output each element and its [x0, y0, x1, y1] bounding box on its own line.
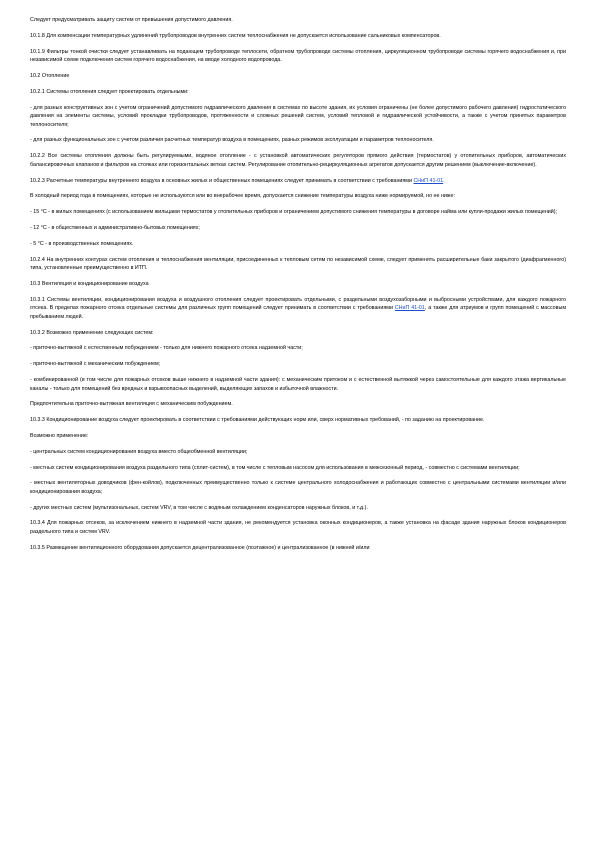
reference-link[interactable]: СНиП 41-01: [413, 177, 444, 184]
paragraph: В холодный период года в помещениях, которые не используются или во внерабочее время, допускается снижение температуры воздуха ниже нормируемой, но не ниже:: [30, 193, 455, 200]
paragraph: - центральных систем кондиционирования воздуха вместо общеобменной вентиляции;: [30, 448, 248, 455]
paragraph: - комбинированной (в том числе для пожарных отсеков выше нижнего в надземной части здания): с механическим притоком и с естественной вытяжкой через самостоятельные для каждого этажа вертикальные каналы - только для помещений без вредных и взрывоопасных выделений, выделяющих запахов и избыточной влажности.: [30, 377, 566, 392]
paragraph: - приточно-вытяжной с естественным побуждением - только для нижнего пожарного отсека надземной части;: [30, 345, 303, 352]
paragraph: 10.2.4 На внутренних контурах систем отопления и теплоснабжения вентиляции, присоединенных к тепловым сетям по независимой схеме, следует применять расширительные баки закрытого (диафрагменного) типа, установленные преимущественно в ИТП.: [30, 256, 566, 272]
paragraph: Предпочтительна приточно-вытяжная вентиляция с механическим побуждением.: [30, 401, 233, 408]
paragraph: [30, 177, 566, 186]
paragraph: - для разных функциональных зон с учетом различия расчетных температур воздуха в помещениях, разных режимов эксплуатации и параметров теплоносителя.: [30, 137, 434, 144]
paragraph: - местных вентиляторных доводчиков (фен-койлов), подключенных преимущественно только к системе центрального холодоснабжения и работающих совместно с центральными системами вентиляции и/или кондиционирования воздуха;: [30, 480, 566, 495]
paragraph: - 15 °С - в жилых помещениях (с использованием жильцами термостатов у отопительных приборов и ограничением допустимого снижения температуры в договоре найма или купли-продажи жилых помещений);: [30, 209, 558, 216]
paragraph: 10.3.4 Для пожарных отсеков, за исключением нижнего в надземной части здания, не рекомендуется установка оконных кондиционеров, а также установка на фасаде здания наружных блоков кондиционеров раздельного типа и систем VRV.: [30, 520, 566, 536]
paragraph: 10.1.9 Фильтры тонкой очистки следует устанавливать на подающем трубопроводе теплосети, обратном трубопроводе системы отопления, циркуляционном трубопроводе системы горячего водоснабжения и, при независимой схеме подключения систем горячего водоснабжения, на вводе холодного водопровода.: [30, 48, 566, 64]
paragraph: - 12 °С - в общественных и административно-бытовых помещениях;: [30, 224, 200, 231]
paragraph-text: 10.3.1 Системы вентиляции, кондиционирования воздуха и воздушного отопления следует проектировать отдельными, с раздельными воздухозаборными и выбросными устройствами, для каждого пожарного отсека. В пределах пожарного отсека отдельные системы для различных групп помещений следует принимать в соответствии с требованиями: [30, 296, 566, 312]
paragraph: 10.2.2 Все системы отопления должны быть регулируемыми, водяное отопление - с установкой автоматических регуляторов прямого действия (термостатов) у отопительных приборов, автоматических балансировочных клапанов и фильтров на стояках или горизонтальных ветках систем. Регулирование отопительно-рециркуляционных агрегатов допускается другим решением (выключение-включение).: [30, 153, 566, 168]
paragraph-text: , а также для атриумов и групп помещений с массовым пребыванием людей.: [30, 305, 566, 320]
paragraph: 10.3.3 Кондиционирование воздуха следует проектировать в соответствии с требованиями действующих норм или, сверх нормативных требований, - по заданию на проектирование.: [30, 417, 485, 424]
paragraph-text: .: [443, 177, 445, 184]
paragraph: 10.2 Отопление: [30, 72, 70, 79]
paragraph: 10.1.8 Для компенсации температурных удлинений трубопроводов внутренних систем теплоснабжения не допускается использование сальниковых компенсаторов.: [30, 32, 441, 39]
paragraph: 10.3.2 Возможно применение следующих систем:: [30, 329, 154, 336]
paragraph: - приточно-вытяжной с механическим побуждением;: [30, 361, 161, 368]
paragraph: 10.2.1 Системы отопления следует проектировать отдельными:: [30, 88, 189, 95]
paragraph: - для разных конструктивных зон с учетом ограничений допустимого гидравлического давления в системах по высоте здания, их условия ограничены (не более допустимого рабочего давления) гидростатического давления на элементы системы, условий прокладки трубопроводов, протяженности и сложных решений систем, условий тепловой и гидравлической устойчивости, а также с учетом принятых параметров теплоносителя;: [30, 104, 566, 128]
reference-link[interactable]: СНиП 41-01: [394, 305, 425, 312]
paragraph: - 5 °С - в производственных помещениях.: [30, 240, 134, 247]
paragraph: - других местных систем (мультизональных, систем VRV, в том числе с водяным охлаждением конденсаторов наружных блоков, и т.д.).: [30, 504, 368, 511]
document-page: [30, 16, 566, 560]
paragraph-text: 10.2.3 Расчетные температуры внутреннего воздуха в основных жилых и общественных помещениях следует принимать в соответствии с требованиями: [30, 177, 414, 184]
paragraph: 10.3 Вентиляция и кондиционирование воздуха: [30, 280, 149, 287]
paragraph: Возможно применение:: [30, 432, 89, 439]
paragraph: 10.3.5 Размещение вентиляционного оборудования допускается децентрализованное (поэтажное) и централизованное (в нижней и/или: [30, 544, 370, 551]
paragraph: [30, 296, 566, 322]
paragraph: - местных систем кондиционирования воздуха раздельного типа (сплит-систем), в том числе с тепловым насосом для использования в межсезонный период, - совместно с системами вентиляции;: [30, 464, 520, 471]
paragraph: Следует предусматривать защиту систем от превышения допустимого давления.: [30, 17, 233, 23]
